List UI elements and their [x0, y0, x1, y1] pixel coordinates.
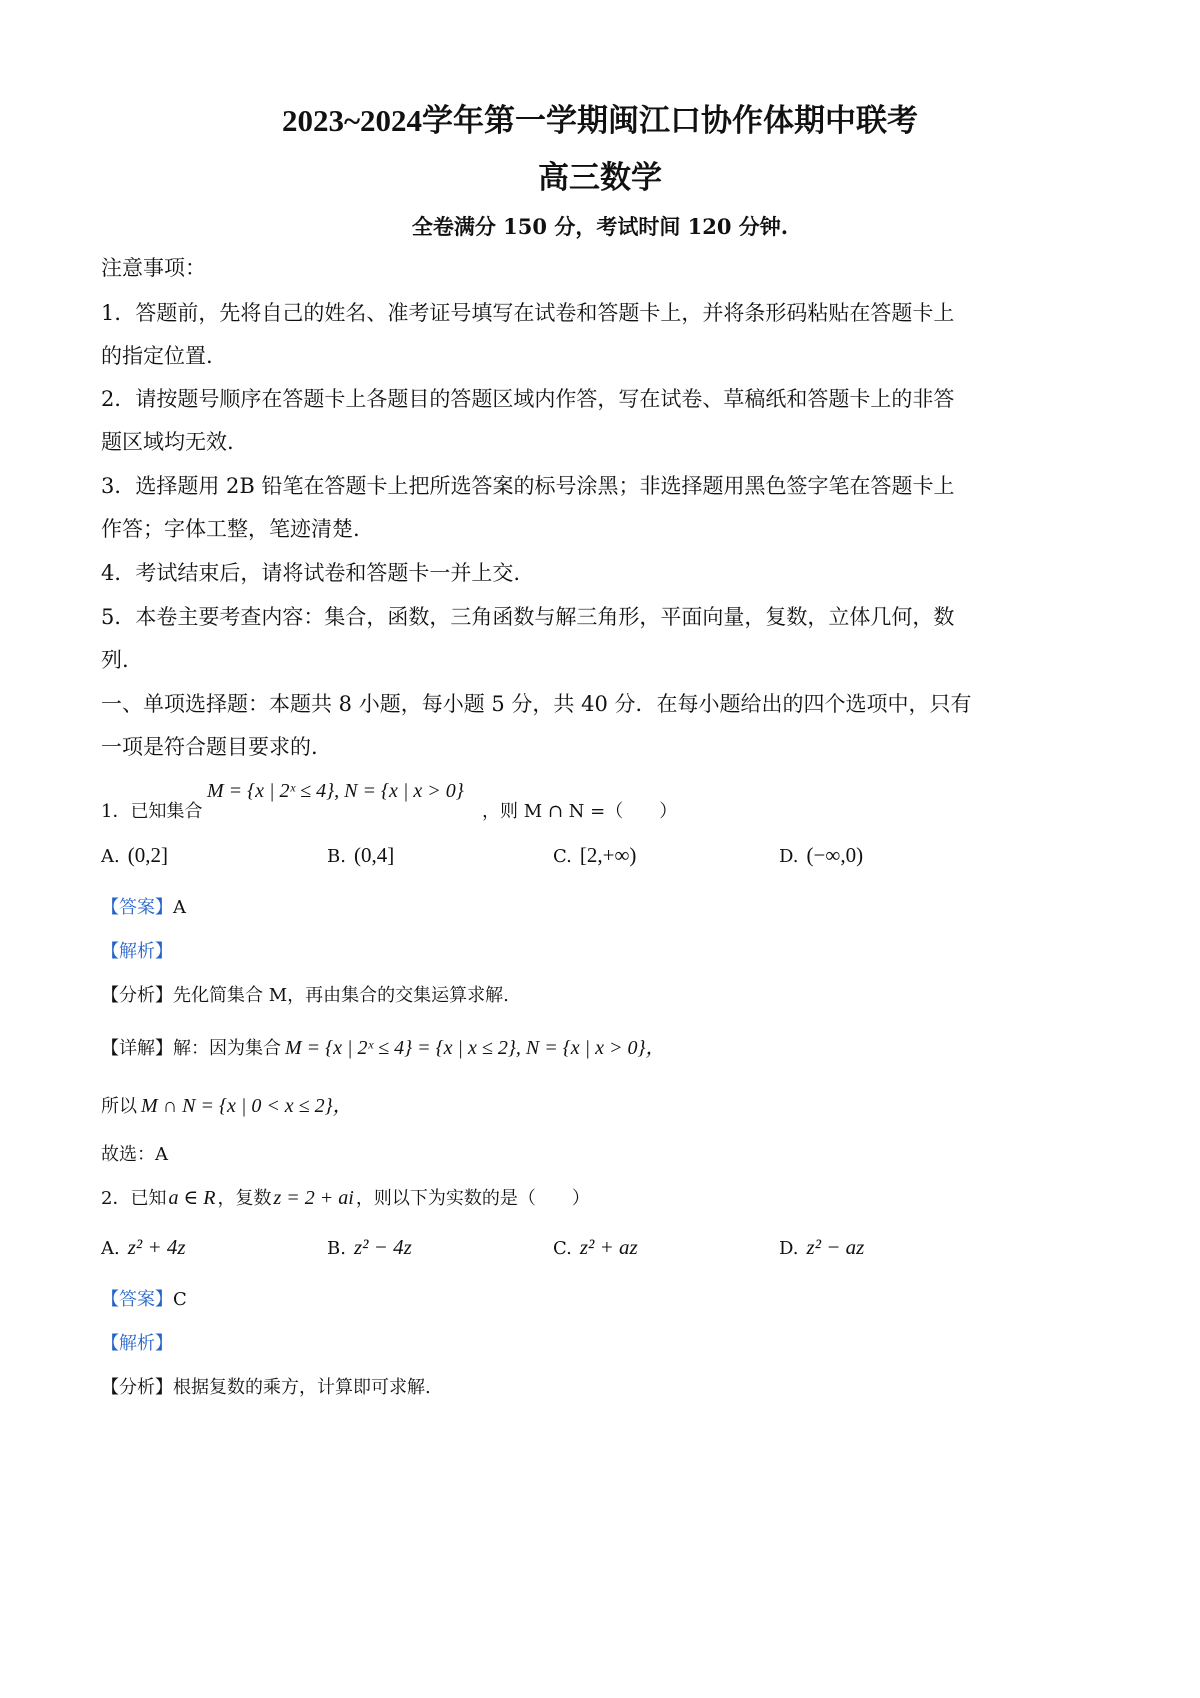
- q2-option-c: [553, 1235, 638, 1260]
- note-5-line1: 5．本卷主要考查内容：集合，函数，三角函数与解三角形，平面向量，复数，立体几何，数: [101, 605, 955, 629]
- fenxi-text: 根据复数的乘方，计算即可求解.: [173, 1377, 431, 1398]
- option-label: A.: [101, 846, 120, 867]
- note-1-line2: 的指定位置.: [101, 344, 213, 368]
- note-3-line2: 作答；字体工整，笔迹清楚.: [101, 517, 360, 541]
- option-value: z² + az: [579, 1235, 638, 1259]
- option-label: B.: [327, 1238, 346, 1259]
- notes-heading: 注意事项：: [101, 256, 206, 280]
- xiangjie-tag: 【详解】: [101, 1038, 173, 1059]
- note-2-line2: 题区域均无效.: [101, 430, 234, 454]
- section-heading-line1: 一、单项选择题：本题共 8 小题，每小题 5 分，共 40 分．在每小题给出的四个选项中，只有: [101, 692, 972, 716]
- option-value: z² − az: [806, 1235, 865, 1259]
- suoyi-expression: M ∩ N = {x | 0 < x ≤ 2}，: [141, 1095, 353, 1117]
- q1-suffix: ，则 M ∩ N =（ ）: [482, 801, 678, 822]
- note-5-line2: 列.: [101, 648, 129, 672]
- option-value: (0,4]: [353, 843, 395, 867]
- option-value: z² + 4z: [127, 1235, 186, 1259]
- note-2-line1: 2．请按题号顺序在答题卡上各题目的答题区域内作答，写在试卷、草稿纸和答题卡上的非答: [101, 387, 955, 411]
- note-1-line1: 1．答题前，先将自己的姓名、准考证号填写在试卷和答题卡上，并将条形码粘贴在答题卡上: [101, 301, 955, 325]
- note-3-line1: 3．选择题用 2B 铅笔在答题卡上把所选答案的标号涂黑；非选择题用黑色签字笔在答题卡上: [101, 474, 955, 498]
- option-label: D.: [779, 846, 799, 867]
- q1-set-expression: M = {x | 2ˣ ≤ 4}, N = {x | x > 0}: [207, 780, 464, 802]
- section-heading-line2: 一项是符合题目要求的.: [101, 735, 318, 759]
- q2-analysis-tag: 【解析】: [101, 1333, 173, 1354]
- exam-title: 2023~2024学年第一学期闽江口协作体期中联考: [281, 103, 919, 138]
- fenxi-tag: 【分析】: [101, 985, 173, 1006]
- option-label: C.: [553, 846, 572, 867]
- answer-value: C: [173, 1289, 187, 1310]
- q1-xiangjie-line: [101, 1031, 665, 1060]
- fenxi-tag: 【分析】: [101, 1377, 173, 1398]
- xiangjie-intro: 解：因为集合: [173, 1038, 281, 1059]
- q2-stem: [101, 1184, 590, 1210]
- option-value: [2,+∞): [579, 843, 637, 867]
- q2-option-b: [327, 1235, 412, 1260]
- q1-option-b: [327, 843, 394, 868]
- q1-suoyi-line: [101, 1089, 353, 1118]
- option-value: (0,2]: [127, 843, 168, 867]
- answer-tag: 【答案】: [101, 897, 173, 918]
- xiangjie-expression: M = {x | 2ˣ ≤ 4} = {x | x ≤ 2}, N = {x | x > 0}，: [285, 1037, 666, 1059]
- q2-mid: ，复数: [217, 1188, 272, 1209]
- q1-fenxi-line: [101, 981, 509, 1007]
- note-4-line1: 4．考试结束后，请将试卷和答题卡一并上交.: [101, 561, 521, 585]
- score-time-line: 全卷满分 150 分，考试时间 120 分钟.: [411, 214, 789, 239]
- fenxi-text: 先化简集合 M，再由集合的交集运算求解.: [173, 985, 509, 1006]
- q2-suffix: ，则以下为实数的是（ ）: [355, 1188, 590, 1209]
- q2-z-expression: z = 2 + ai: [273, 1187, 354, 1209]
- q1-option-d: [779, 843, 863, 868]
- option-label: D.: [779, 1238, 799, 1259]
- option-value: (−∞,0): [806, 843, 864, 867]
- answer-value: A: [173, 897, 186, 918]
- suoyi-prefix: 所以: [101, 1096, 137, 1117]
- exam-subtitle: 高三数学: [538, 160, 662, 196]
- q1-prefix: 1．已知集合: [101, 801, 203, 822]
- q1-analysis-tag: 【解析】: [101, 941, 173, 962]
- answer-tag: 【答案】: [101, 1289, 173, 1310]
- q2-fenxi-line: [101, 1373, 431, 1399]
- q2-prefix: 2．已知: [101, 1188, 167, 1209]
- q2-answer-line: [101, 1285, 187, 1311]
- q2-option-a: [101, 1235, 186, 1260]
- option-value: z² − 4z: [353, 1235, 412, 1259]
- q1-choose-line: 故选：A: [101, 1144, 168, 1165]
- q2-option-d: [779, 1235, 864, 1260]
- option-label: C.: [553, 1238, 572, 1259]
- option-label: B.: [327, 846, 346, 867]
- option-label: A.: [101, 1238, 120, 1259]
- q1-option-a: [101, 843, 168, 868]
- q2-a-in-r: a ∈ R: [168, 1187, 216, 1209]
- q1-answer-line: [101, 893, 186, 919]
- q1-option-c: [553, 843, 636, 868]
